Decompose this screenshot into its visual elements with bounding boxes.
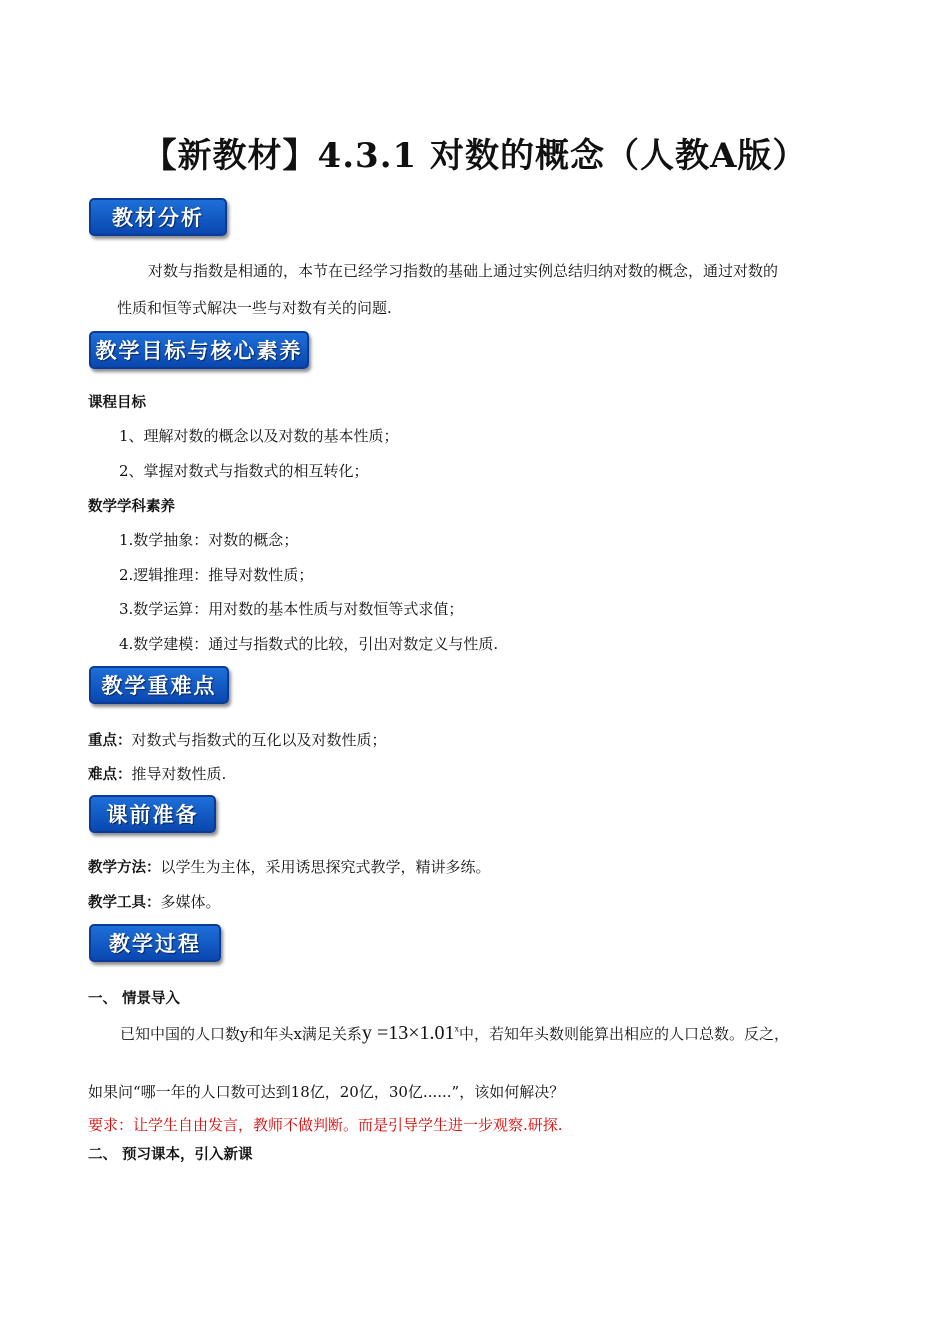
teaching-tool-label: 教学工具： <box>88 895 161 911</box>
literacy-heading: 数学学科素养 <box>88 499 175 515</box>
teaching-method-line <box>88 856 491 877</box>
teaching-method-text: 以学生为主体，采用诱思探究式教学，精讲多练。 <box>160 858 491 876</box>
difficulty-label: 难点： <box>88 767 132 783</box>
page-title: 【新教材】4.3.1 对数的概念（人教A版） <box>142 136 808 176</box>
literacy-item: 4.数学建模：通过与指数式的比较，引出对数定义与性质. <box>119 635 499 653</box>
intro-paragraph-line1 <box>120 1022 789 1045</box>
population-formula <box>362 1022 459 1044</box>
step2-heading: 二、 预习课本，引入新课 <box>88 1147 253 1163</box>
analysis-paragraph-line1: 对数与指数是相通的，本节在已经学习指数的基础上通过实例总结归纳对数的概念，通过对数的 <box>148 262 779 280</box>
step1-heading: 一、 情景导入 <box>88 991 181 1007</box>
intro-text-before: 已知中国的人口数y和年头x满足关系 <box>120 1025 362 1043</box>
literacy-item: 2.逻辑推理：推导对数性质； <box>119 566 314 584</box>
key-point-label: 重点： <box>88 733 132 749</box>
literacy-item: 3.数学运算：用对数的基本性质与对数恒等式求值； <box>119 600 464 618</box>
formula-base: y =13×1.01 <box>361 1022 455 1044</box>
literacy-item: 1.数学抽象：对数的概念； <box>119 531 299 549</box>
section-banner-goals: 教学目标与核心素养 <box>89 331 309 369</box>
section-banner-process: 教学过程 <box>89 924 221 962</box>
course-goals-heading: 课程目标 <box>88 395 146 411</box>
difficulty-text: 推导对数性质. <box>131 765 227 783</box>
section-banner-prep: 课前准备 <box>89 795 216 833</box>
course-goal-item: 2、掌握对数式与指数式的相互转化； <box>119 462 369 480</box>
key-point-line <box>88 729 387 750</box>
section-banner-keypoints: 教学重难点 <box>89 666 229 704</box>
key-point-text: 对数式与指数式的互化以及对数性质； <box>131 731 387 749</box>
section-banner-analysis: 教材分析 <box>89 198 227 236</box>
requirement-note: 要求：让学生自由发言，教师不做判断。而是引导学生进一步观察.研探. <box>88 1116 563 1134</box>
intro-question: 如果问“哪一年的人口数可达到18亿，20亿，30亿......”，该如何解决？ <box>88 1083 565 1101</box>
teaching-method-label: 教学方法： <box>88 860 161 876</box>
course-goal-item: 1、理解对数的概念以及对数的基本性质； <box>119 427 399 445</box>
formula-exponent: x <box>454 1023 459 1034</box>
difficulty-line <box>88 763 226 784</box>
teaching-tool-text: 多媒体。 <box>160 893 221 911</box>
teaching-tool-line <box>88 891 221 912</box>
intro-text-after: 中，若知年头数则能算出相应的人口总数。反之， <box>459 1025 790 1043</box>
analysis-paragraph-line2: 性质和恒等式解决一些与对数有关的问题. <box>117 299 392 317</box>
